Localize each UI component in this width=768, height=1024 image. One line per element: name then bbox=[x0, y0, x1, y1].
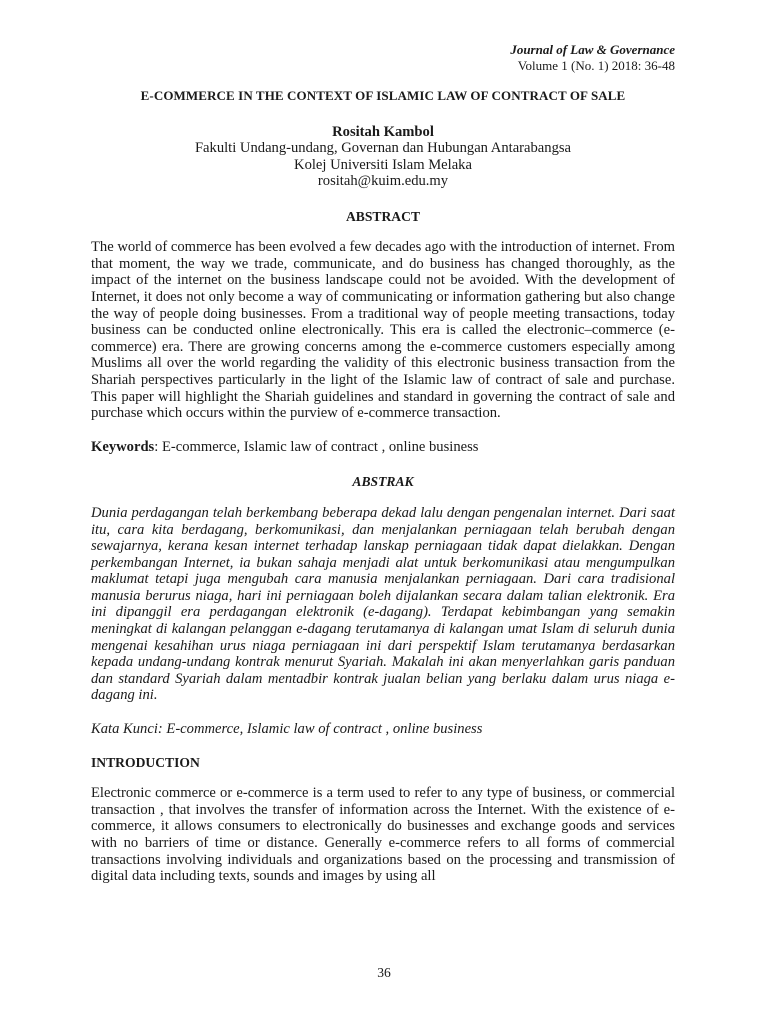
author-name: Rositah Kambol bbox=[332, 123, 434, 140]
volume-info: Volume 1 (No. 1) 2018: 36-48 bbox=[517, 58, 675, 73]
keywords-line bbox=[91, 439, 675, 456]
abstrak-body: Dunia perdagangan telah berkembang beberapa dekad lalu dengan pengenalan internet. Dari saat itu, cara kita berdagang, berkomunikasi, dan menjalankan perniagaan telah berubah dengan sewajarnya, kerana kesan internet terhadap lanskap perniagaan tidak dapat dielakkan. Dengan perkembangan Internet, ia bukan sahaja menjadi alat untuk berkomunikasi atau mengumpulkan maklumat tetapi juga mengubah cara manusia menjalankan perniagaan. Dari cara tradisional manusia berurus niaga, hari ini perniagaan boleh dijalankan secara dalam talian elektronik. Era ini dipanggil era perdagangan elektronik (e-dagang). Terdapat kebimbangan yang semakin meningkat di kalangan pelanggan e-dagang terutamanya di kalangan umat Islam di seluruh dunia mengenai kesahihan urus niaga perniagaan ini dari perspektif Islam terutamanya berdasarkan kepada undang-undang kontrak menurut Syariah. Makalah ini akan menyerlahkan garis panduan dan standard Syariah dalam mentadbir kontrak jualan belian yang berlaku dalam urus niaga e-dagang ini. bbox=[91, 504, 675, 704]
keywords-value: : E-commerce, Islamic law of contract , online business bbox=[154, 438, 479, 455]
abstrak-heading: ABSTRAK bbox=[352, 474, 414, 490]
page-number: 36 bbox=[377, 965, 391, 980]
paper-page bbox=[91, 42, 675, 885]
paper-title: E-COMMERCE IN THE CONTEXT OF ISLAMIC LAW OF CONTRACT OF SALE bbox=[140, 88, 626, 103]
kata-kunci-line: Kata Kunci: E-commerce, Islamic law of contract , online business bbox=[91, 721, 483, 738]
author-email: rositah@kuim.edu.my bbox=[317, 173, 449, 190]
author-block bbox=[91, 124, 675, 190]
introduction-heading: INTRODUCTION bbox=[91, 754, 200, 770]
abstract-body: The world of commerce has been evolved a few decades ago with the introduction of internet. From that moment, the way we trade, communicate, and do business has changed thoroughly, as the impact of the internet on the business landscape could not be avoided. With the development of Internet, it does not only become a way of communicating or information gathering but also change the way of people doing businesses. From a traditional way of people meeting transactions, today business can be conducted online electronically. This era is called the electronic–commerce (e-commerce) era. There are growing concerns among the e-commerce customers especially among Muslims all over the world regarding the validity of this electronic business transaction from the Shariah perspectives particularly in the light of the Islamic law of contract of sale and purchase. This paper will highlight the Shariah guidelines and standard in governing the contract of sale and purchase which occurs within the purview of e-commerce transaction. bbox=[91, 239, 675, 422]
journal-name: Journal of Law & Governance bbox=[510, 42, 675, 57]
introduction-body: Electronic commerce or e-commerce is a term used to refer to any type of business, or commercial transaction , that involves the transfer of information across the Internet. With the existence of e-commerce, it allows consumers to electronically do businesses and exchange goods and services with no barriers of time or distance. Generally e-commerce refers to all forms of commercial transactions involving individuals and organizations based on the processing and transmission of digital data including texts, sounds and images by using all bbox=[91, 785, 675, 885]
abstract-heading: ABSTRACT bbox=[345, 208, 421, 224]
journal-header bbox=[91, 42, 675, 74]
author-faculty: Fakulti Undang-undang, Governan dan Hubungan Antarabangsa bbox=[194, 140, 572, 157]
keywords-label: Keywords bbox=[91, 438, 155, 455]
author-institution: Kolej Universiti Islam Melaka bbox=[294, 156, 472, 173]
